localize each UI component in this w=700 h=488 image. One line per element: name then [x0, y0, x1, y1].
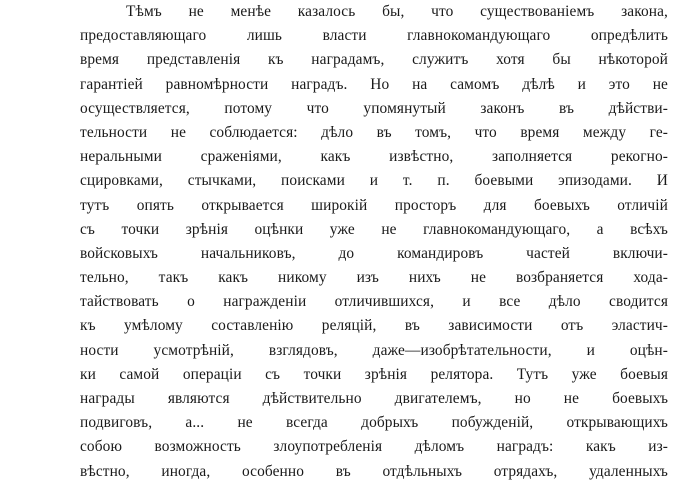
text-line: неральными сраженіями, какъ извѣстно, заполняется рекогно-	[80, 148, 668, 166]
text-line: время представленія къ наградамъ, служитъ хотя бы нѣкоторой	[80, 51, 668, 69]
text-line: награды являются дѣйствительно двигателемъ, но не боевыхъ	[80, 390, 668, 407]
text-line: ности усмотрѣній, взглядовъ, даже—изобрѣтательности, и оцѣн-	[80, 341, 668, 359]
body-text	[80, 0, 668, 484]
text-line: предоставляющаго лишь власти главнокомандующаго опредѣлить	[80, 27, 668, 45]
text-line: тайствовать о награжденіи отличившихся, и все дѣло сводится	[80, 293, 668, 311]
text-line: съ точки зрѣнія оцѣнки уже не главнокомандующаго, а всѣхъ	[80, 220, 668, 238]
text-line: къ умѣлому составленію реляцій, въ зависимости отъ эластич-	[80, 317, 668, 335]
text-line: гарантіей равномѣрности наградъ. Но на самомъ дѣлѣ и это не	[80, 75, 668, 93]
text-line: Тѣмъ не менѣе казалось бы, что существованіемъ закона,	[126, 3, 668, 20]
text-line: ки самой операціи съ точки зрѣнія релятора. Тутъ уже боевыя	[80, 365, 668, 383]
text-line: войсковыхъ начальниковъ, до командировъ частей включи-	[80, 244, 668, 262]
text-line: сцировками, стычками, поисками и т. п. боевыми эпизодами. И	[80, 172, 668, 190]
text-line: тельности не соблюдается: дѣло въ томъ, что время между ге-	[80, 123, 668, 141]
text-line: тельно, такъ какъ никому изъ нихъ не возбраняется хода-	[80, 269, 668, 287]
text-line: собою возможность злоупотребленія дѣломъ наградъ: какъ из-	[80, 438, 668, 456]
text-line: осуществляется, потому что упомянутый законъ въ дѣйстви-	[80, 99, 668, 117]
text-line: тутъ опять открывается широкій просторъ для боевыхъ отличій	[80, 196, 668, 214]
text-line: подвиговъ, а... не всегда добрыхъ побужденій, открывающихъ	[80, 414, 668, 432]
text-line: вѣстно, иногда, особенно въ отдѣльныхъ отрядахъ, удаленныхъ	[80, 462, 668, 480]
